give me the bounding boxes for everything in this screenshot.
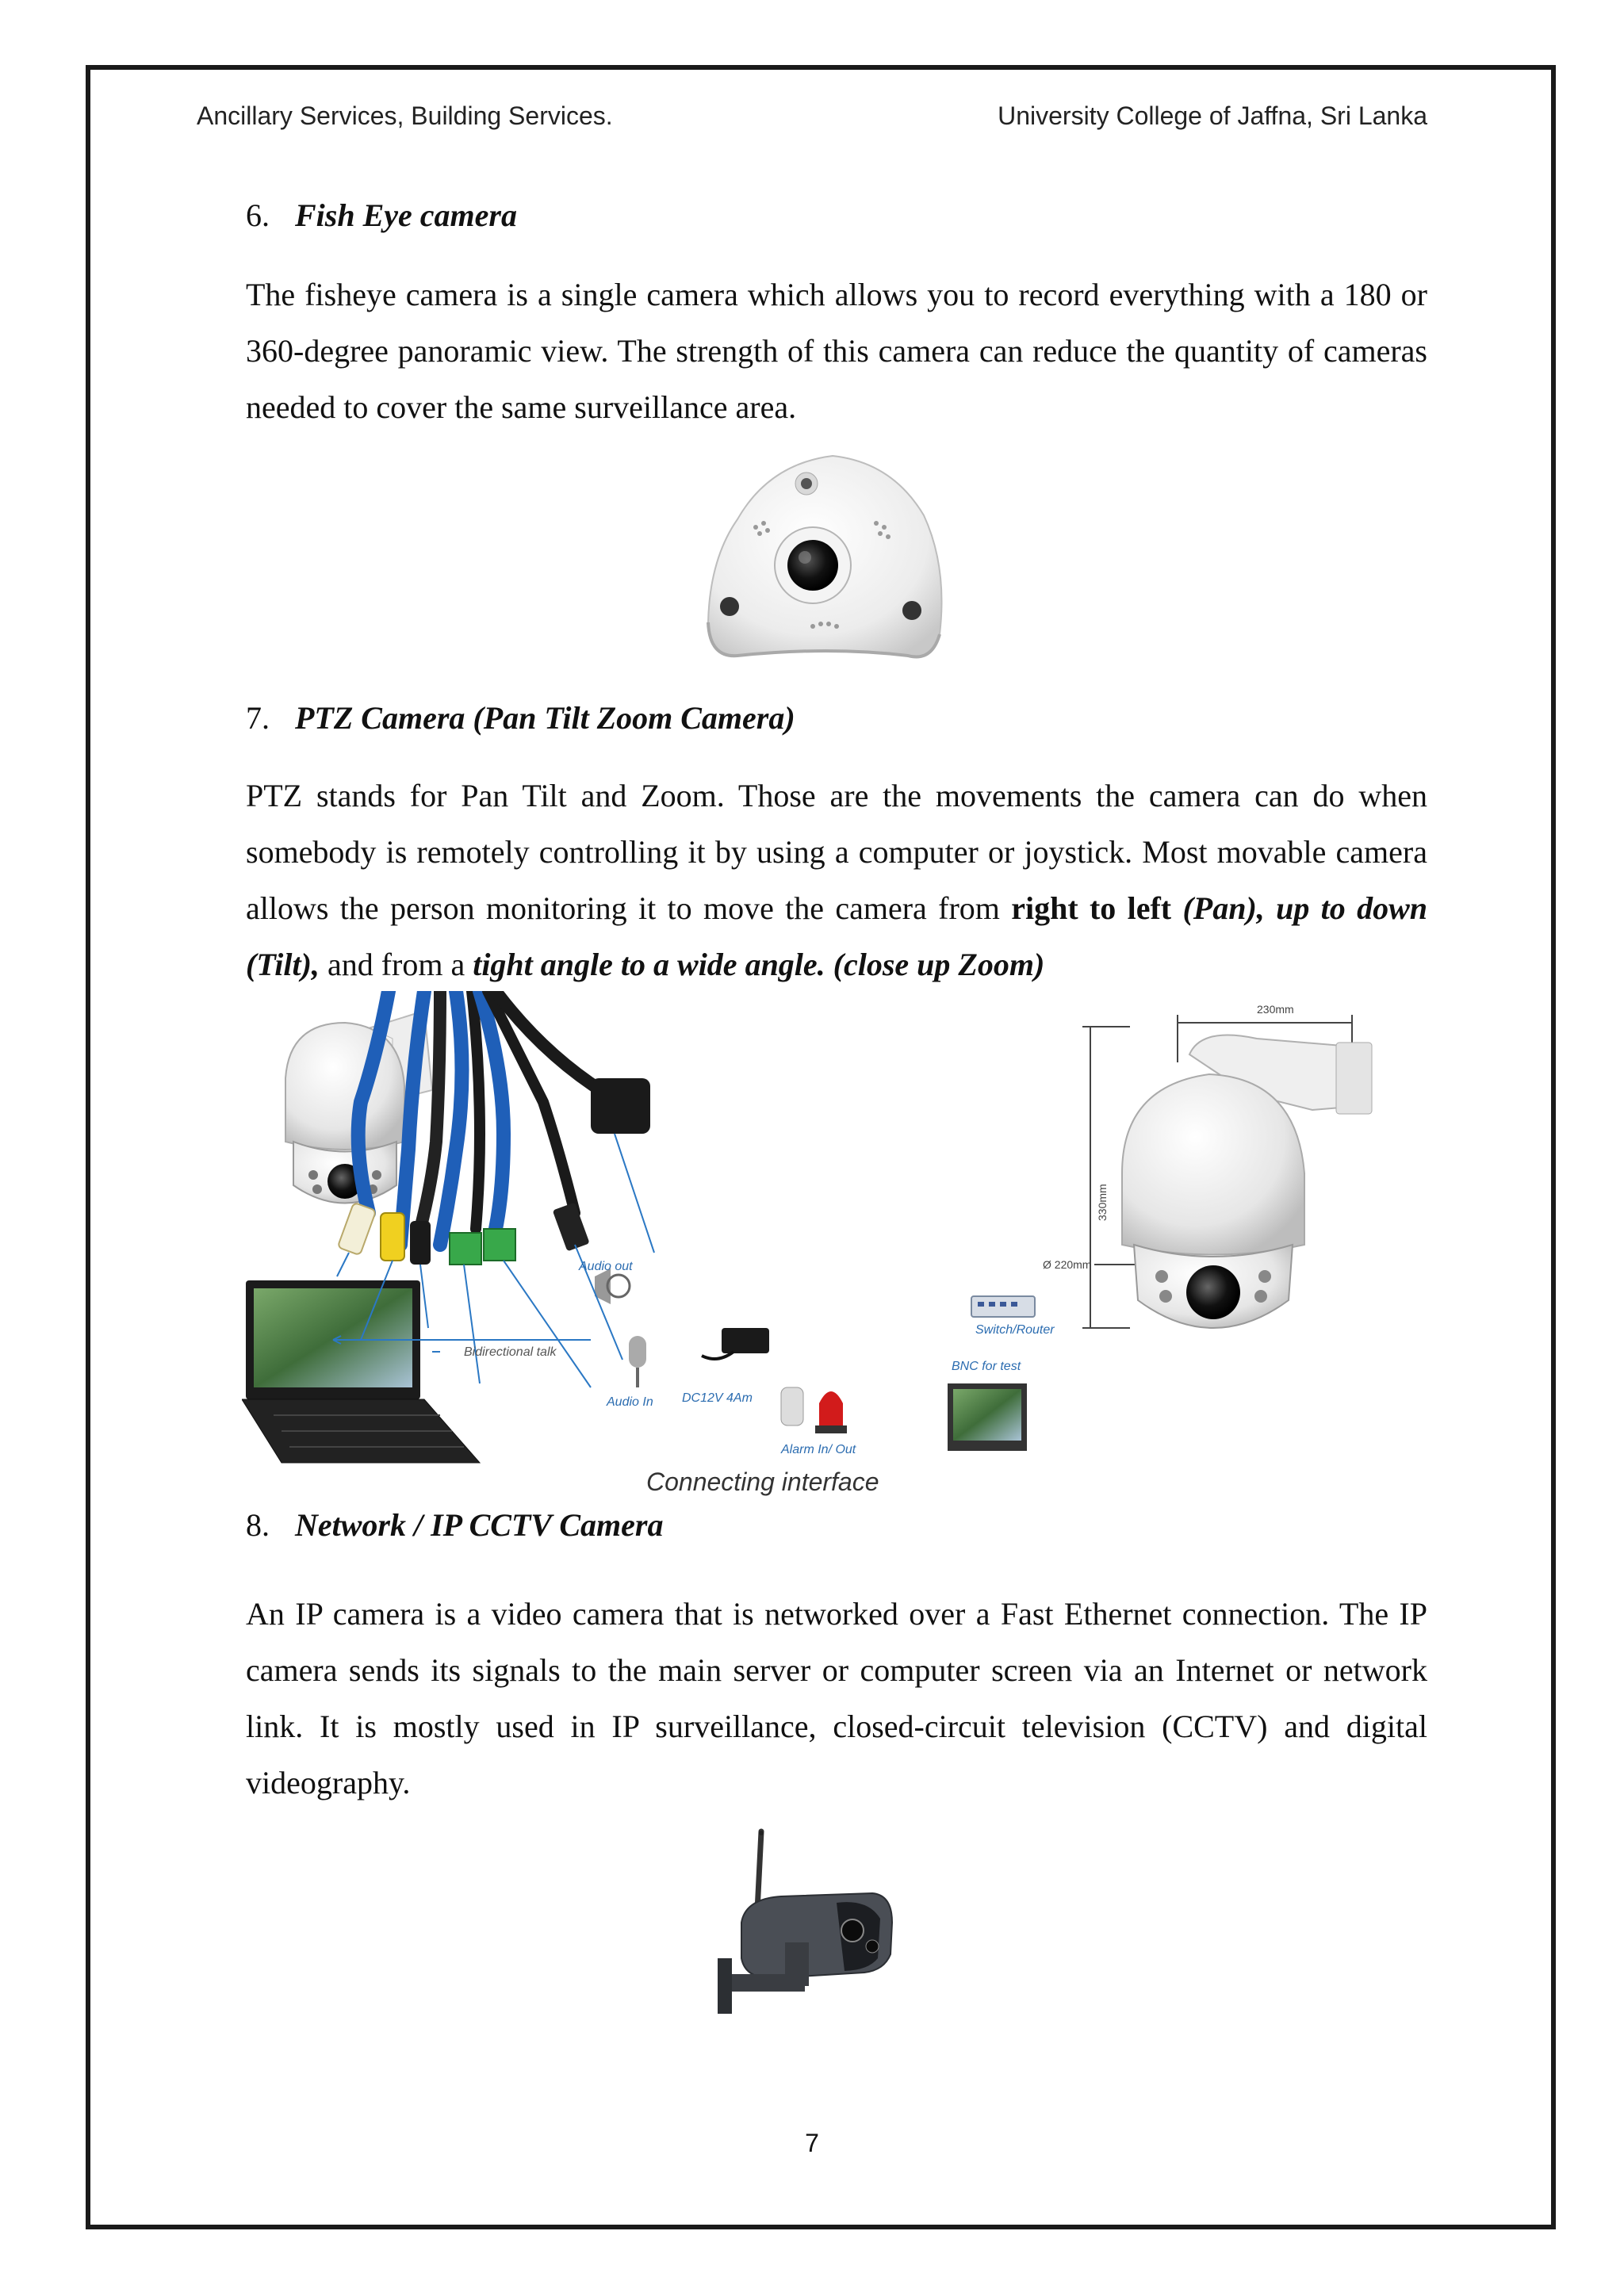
section-number: 6. (246, 197, 270, 233)
section-title: Network / IP CCTV Camera (295, 1507, 664, 1543)
section-7-body (246, 767, 1427, 993)
section-number: 8. (246, 1507, 270, 1543)
alarm-siren-icon (815, 1391, 847, 1433)
section-6-heading (246, 197, 517, 234)
section-7-heading (246, 699, 795, 737)
ptz-text-2: and from a (319, 947, 473, 982)
section-8-heading (246, 1506, 664, 1544)
page-number: 7 (805, 2129, 819, 2157)
section-title: PTZ Camera (Pan Tilt Zoom Camera) (295, 700, 795, 736)
ptz-connecting-interface-diagram (242, 991, 1408, 1498)
label-bnc: BNC for test (952, 1360, 1021, 1373)
power-adapter-icon (702, 1328, 769, 1359)
monitor-icon (948, 1383, 1027, 1451)
label-audio-out: Audio out (579, 1260, 633, 1273)
section-number: 7. (246, 700, 270, 736)
speaker-icon (595, 1269, 630, 1304)
ptz-camera-right-icon (1043, 1003, 1372, 1328)
ptz-space (1171, 890, 1182, 926)
motion-sensor-icon (781, 1387, 803, 1425)
ptz-pan-emphasis: right to left (1011, 890, 1172, 926)
header-left: Ancillary Services, Building Services. (197, 101, 613, 130)
laptop-icon (242, 1280, 480, 1463)
ip-camera-image (710, 1823, 908, 2030)
header-right: University College of Jaffna, Sri Lanka (998, 101, 1427, 130)
section-8-body: An IP camera is a video camera that is networked over a Fast Ethernet connection. The IP camera sends its signals to the main server or computer screen via an Internet or network link. It is mostly used in IP surveillance, closed-circuit television (CCTV) and digital videography. (246, 1596, 1427, 1800)
section-6-body: The fisheye camera is a single camera which allows you to record everything with a 180 or 360-degree panoramic view. The strength of this camera can reduce the quantity of cameras needed to cover the same surveillance area. (246, 277, 1427, 425)
switch-router-icon (971, 1296, 1035, 1317)
label-alarm: Alarm In/ Out (781, 1443, 856, 1456)
label-bidirectional-talk: Bidirectional talk (464, 1345, 557, 1359)
ptz-zoom-emphasis: tight angle to a wide angle. (close up Zoom) (473, 947, 1045, 982)
label-audio-in: Audio In (607, 1395, 653, 1409)
section-title: Fish Eye camera (295, 197, 517, 233)
label-dim-diameter: Ø 220mm (1043, 1258, 1092, 1271)
label-dim-height: 330mm (1096, 1184, 1109, 1221)
ptz-text: PTZ stands for Pan Tilt and Zoom. Those are the movements the camera can do when somebody is remotely controlling it by using a computer or joystick. Most movable camera allows the person monitoring it to move the camera from (246, 778, 1427, 926)
label-dc-power: DC12V 4Am (682, 1391, 753, 1405)
ptz-figure-caption: Connecting interface (646, 1468, 879, 1496)
ptz-tilt-emphasis: (Pan), up to down (Tilt), (246, 890, 1428, 982)
label-switch-router: Switch/Router (975, 1323, 1055, 1337)
fisheye-camera-image (694, 448, 956, 670)
label-dim-width: 230mm (1257, 1003, 1294, 1016)
microphone-icon (629, 1336, 646, 1387)
